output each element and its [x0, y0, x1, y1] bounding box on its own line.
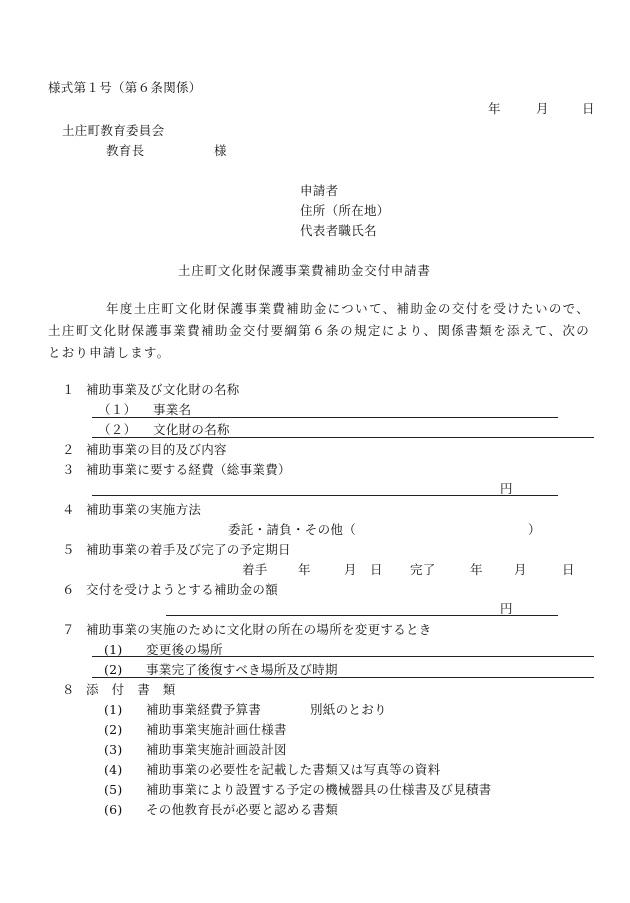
item-7-number: ７ — [62, 622, 75, 637]
item-2-label: 補助事業の目的及び内容 — [86, 442, 227, 457]
form-number: 様式第１号（第６条関係） — [48, 80, 202, 95]
item-1-2-underline — [92, 437, 594, 438]
attachment-6-label: その他教育長が必要と認める書類 — [146, 802, 339, 817]
item-8-label: 添 付 書 類 — [86, 682, 176, 697]
item-1-2-number: （２） — [98, 422, 137, 437]
item-1-2-label: 文化財の名称 — [153, 422, 230, 437]
applicant-label: 申請者 — [300, 183, 339, 198]
item-1-1-number: （１） — [98, 402, 137, 417]
item-6-label: 交付を受けようとする補助金の額 — [86, 582, 279, 597]
attachment-4-number: (4) — [104, 762, 123, 777]
item-6-number: ６ — [62, 582, 75, 597]
attachment-1-note: 別紙のとおり — [310, 702, 387, 717]
item-5-end-day: 日 — [562, 562, 575, 577]
attachment-4-label: 補助事業の必要性を記載した書類又は写真等の資料 — [146, 762, 441, 777]
item-7-1-underline — [92, 656, 594, 657]
item-7-1-label: 変更後の場所 — [146, 642, 223, 657]
item-1-label: 補助事業及び文化財の名称 — [86, 382, 240, 397]
attachment-1-number: (1) — [104, 702, 123, 717]
recipient-title: 教育長 — [106, 143, 145, 158]
attachment-1-label: 補助事業経費予算書 — [146, 702, 262, 717]
intro-paragraph: 年度土庄町文化財保護事業費補助金について、補助金の交付を受けたいので、土庄町文化財保護事業費補助金交付要綱第６条の規定により、関係書類を添えて、次のとおり申請します。 — [48, 301, 590, 360]
attachment-2-number: (2) — [104, 722, 123, 737]
item-7-2-label: 事業完了後復すべき場所及び時期 — [146, 662, 338, 677]
item-1-number: １ — [62, 382, 75, 397]
item-4-label: 補助事業の実施方法 — [86, 502, 202, 517]
item-1-1-underline — [92, 417, 558, 418]
recipient-org: 土庄町教育委員会 — [62, 123, 165, 138]
item-3-underline — [92, 495, 558, 496]
applicant-address: 住所（所在地） — [300, 203, 390, 218]
item-5-end-year: 年 — [470, 562, 483, 577]
item-5-start-year: 年 — [298, 562, 311, 577]
item-5-label: 補助事業の着手及び完了の予定期日 — [86, 542, 291, 557]
item-7-label: 補助事業の実施のために文化財の所在の場所を変更するとき — [86, 622, 432, 637]
applicant-representative: 代表者職氏名 — [300, 223, 377, 238]
item-4-method-options: 委託・請負・その他（ — [228, 522, 357, 537]
document-title: 土庄町文化財保護事業費補助金交付申請書 — [178, 263, 431, 278]
date-day-label: 日 — [582, 101, 595, 116]
recipient-honorific: 様 — [214, 143, 227, 158]
item-1-1-label: 事業名 — [153, 402, 192, 417]
item-5-start-label: 着手 — [242, 562, 268, 577]
item-3-number: ３ — [62, 462, 75, 477]
item-5-number: ５ — [62, 542, 75, 557]
item-7-2-underline — [92, 677, 594, 678]
item-8-number: ８ — [62, 682, 75, 697]
item-5-start-day: 日 — [370, 562, 383, 577]
attachment-5-label: 補助事業により設置する予定の機械器具の仕様書及び見積書 — [146, 782, 492, 797]
item-2-number: ２ — [62, 442, 75, 457]
attachment-3-number: (3) — [104, 742, 123, 757]
item-7-2-number: (2) — [104, 662, 123, 677]
item-4-number: ４ — [62, 502, 75, 517]
item-5-end-label: 完了 — [410, 562, 436, 577]
item-4-method-close: ） — [528, 522, 541, 537]
item-3-yen: 円 — [500, 481, 513, 496]
attachment-6-number: (6) — [104, 802, 123, 817]
attachment-3-label: 補助事業実施計画設計図 — [146, 742, 287, 757]
item-7-1-number: (1) — [104, 642, 123, 657]
item-5-start-month: 月 — [344, 562, 357, 577]
item-6-underline — [166, 615, 558, 616]
item-6-yen: 円 — [500, 601, 513, 616]
item-3-label: 補助事業に要する経費（総事業費） — [86, 462, 291, 477]
item-5-end-month: 月 — [514, 562, 527, 577]
attachment-5-number: (5) — [104, 782, 123, 797]
date-year-label: 年 — [488, 101, 501, 116]
attachment-2-label: 補助事業実施計画仕様書 — [146, 722, 287, 737]
date-month-label: 月 — [536, 101, 549, 116]
